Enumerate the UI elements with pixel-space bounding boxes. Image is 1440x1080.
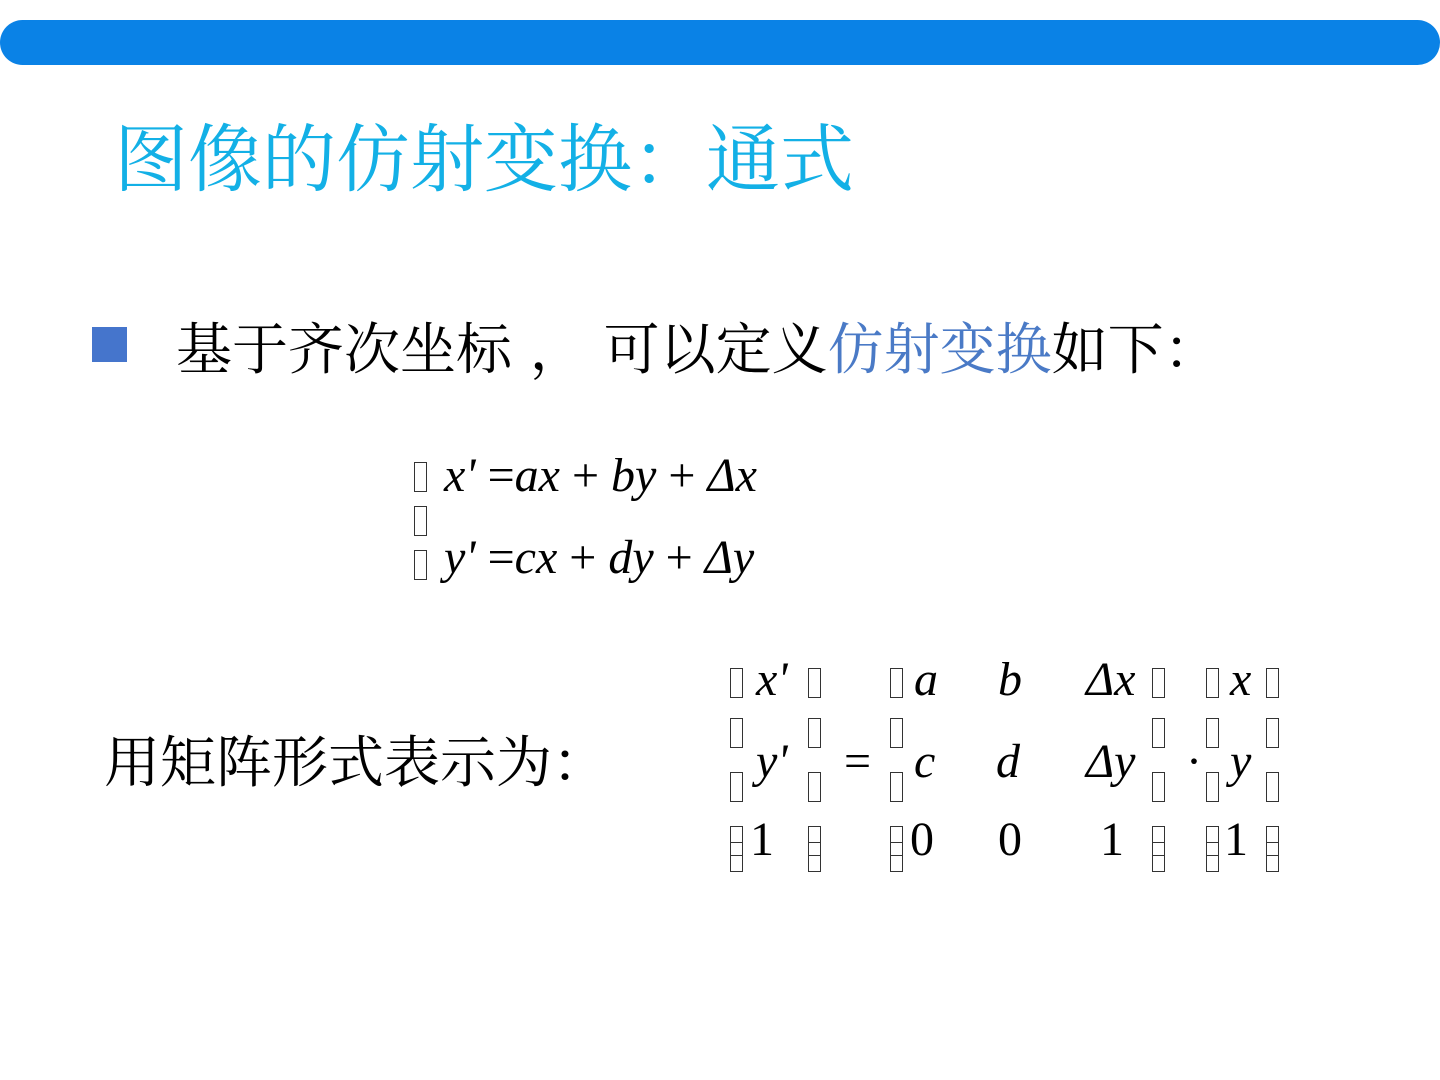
- lhs-vector-x: x': [756, 653, 788, 706]
- bracket-glyph-box: [1266, 718, 1279, 748]
- bracket-glyph-box: [1152, 668, 1165, 698]
- eq2-equals: =: [487, 531, 515, 584]
- eq1-term2: by: [611, 449, 657, 502]
- matrix-form-label: 用矩阵形式表示为：: [104, 731, 608, 796]
- bullet-square-icon: [92, 327, 127, 362]
- bullet-text-suffix: 如下：: [1051, 318, 1220, 383]
- rhs-vector-y: y: [1230, 735, 1252, 788]
- bracket-glyph-box: [730, 668, 743, 698]
- eq2-plus2: +: [665, 531, 693, 584]
- matrix-cell-one: 1: [1100, 813, 1124, 866]
- bracket-glyph-box: [890, 842, 903, 872]
- bracket-glyph-box: [808, 772, 821, 802]
- eq2-term1: cx: [514, 531, 558, 584]
- bracket-glyph-box: [890, 772, 903, 802]
- bullet-text-highlight: 仿射变换: [827, 318, 1052, 383]
- matrix-cell-b: b: [998, 653, 1022, 706]
- bracket-glyph-box: [1206, 842, 1219, 872]
- bracket-glyph-box: [808, 718, 821, 748]
- bracket-glyph-box: [890, 718, 903, 748]
- matrix-cell-zero-2: 0: [998, 813, 1022, 866]
- bracket-glyph-box: [1152, 772, 1165, 802]
- equation-line-1: [444, 448, 757, 504]
- eq2-term2: dy: [608, 531, 654, 584]
- eq1-plus1: +: [571, 449, 600, 502]
- bracket-glyph-box: [1266, 668, 1279, 698]
- matrix-cell-a: a: [914, 653, 938, 706]
- bracket-glyph-box: [1206, 718, 1219, 748]
- bracket-glyph-box: [1266, 772, 1279, 802]
- slide-title: 图像的仿射变换：通式: [114, 117, 854, 203]
- eq2-lhs: y': [444, 531, 476, 584]
- matrix-cell-dy: Δy: [1086, 735, 1136, 788]
- bullet-text: [176, 315, 1220, 387]
- bracket-glyph-box: [1206, 668, 1219, 698]
- bracket-glyph-box: [1152, 718, 1165, 748]
- bracket-glyph-box: [1206, 772, 1219, 802]
- matrix-dot: ·: [1186, 735, 1202, 788]
- bracket-glyph-box: [730, 772, 743, 802]
- eq1-plus2: +: [668, 449, 696, 502]
- matrix-cell-c: c: [914, 735, 936, 788]
- bracket-glyph-box: [808, 842, 821, 872]
- lhs-vector-y: y': [756, 735, 788, 788]
- bullet-text-prefix: 基于齐次坐标 ， 可以定义: [176, 318, 828, 383]
- eq1-term3: Δx: [707, 449, 757, 502]
- equation-line-2: [444, 530, 754, 586]
- bracket-glyph-box: [808, 668, 821, 698]
- top-accent-bar: [0, 20, 1440, 65]
- rhs-vector-1: 1: [1224, 813, 1248, 866]
- matrix-cell-dx: Δx: [1086, 653, 1136, 706]
- brace-glyph-box: [414, 506, 427, 536]
- eq2-term3: Δy: [704, 531, 755, 584]
- brace-glyph-box: [414, 550, 427, 580]
- matrix-equals: =: [844, 735, 872, 788]
- matrix-cell-zero-1: 0: [910, 813, 934, 866]
- rhs-vector-x: x: [1230, 653, 1252, 706]
- brace-glyph-box: [414, 462, 427, 492]
- eq2-plus1: +: [569, 531, 597, 584]
- bracket-glyph-box: [890, 668, 903, 698]
- eq1-term1: ax: [514, 449, 560, 502]
- matrix-cell-d: d: [996, 735, 1020, 788]
- eq1-lhs: x': [444, 449, 476, 502]
- bracket-glyph-box: [1266, 842, 1279, 872]
- lhs-vector-1: 1: [750, 813, 774, 866]
- bracket-glyph-box: [730, 718, 743, 748]
- bracket-glyph-box: [730, 842, 743, 872]
- eq1-equals: =: [487, 449, 515, 502]
- bracket-glyph-box: [1152, 842, 1165, 872]
